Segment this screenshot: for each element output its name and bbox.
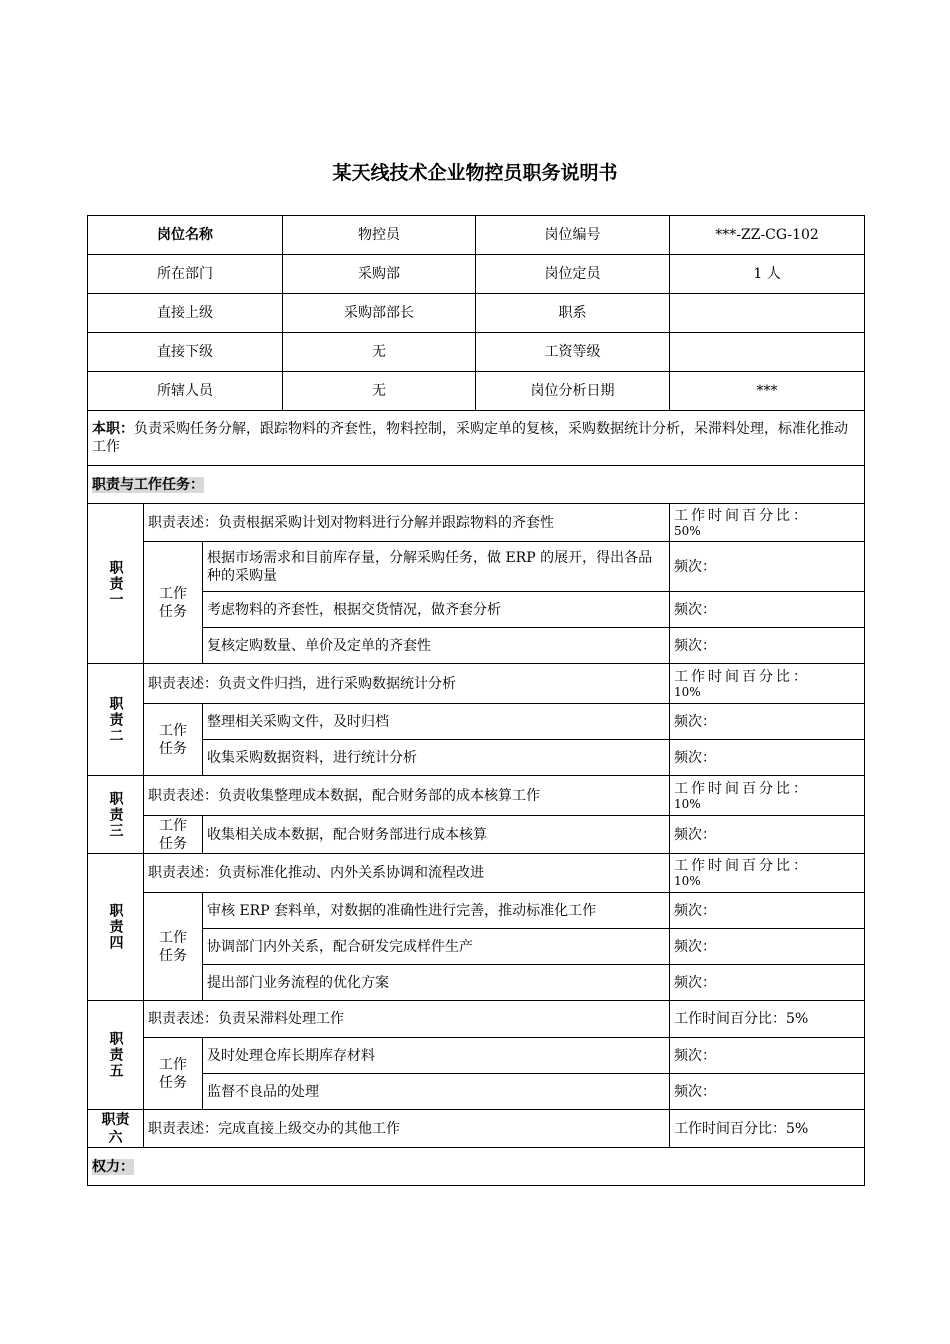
- duty-3-desc: 职责表述：负责收集整理成本数据，配合财务部的成本核算工作: [144, 776, 670, 816]
- duty-5-desc: 职责表述：负责呆滞料处理工作: [144, 1001, 670, 1038]
- label-salary-grade: 工资等级: [476, 333, 670, 372]
- label-direct-superior: 直接上级: [88, 294, 283, 333]
- label-direct-subordinate: 直接下级: [88, 333, 283, 372]
- job-description-table: [87, 215, 865, 1186]
- duty-1-name: 职责一: [88, 504, 144, 664]
- label-headcount: 岗位定员: [476, 255, 670, 294]
- value-salary-grade: [670, 333, 865, 372]
- duty-3-name: 职责三: [88, 776, 144, 854]
- label-job-series: 职系: [476, 294, 670, 333]
- core-duty-text: 负责采购任务分解，跟踪物料的齐套性，物料控制，采购定单的复核，采购数据统计分析，呆滞料处理，标准化推动工作: [92, 421, 848, 455]
- duty-3-task-label: 工作任务: [144, 816, 203, 854]
- duty-2-task-1-freq: 频次：: [670, 704, 865, 740]
- duty-5-task-2: 监督不良品的处理: [203, 1074, 670, 1110]
- page-title: 某天线技术企业物控员职务说明书: [332, 162, 618, 184]
- duty-2-desc: 职责表述：负责文件归挡，进行采购数据统计分析: [144, 664, 670, 704]
- power-label: 权力：: [92, 1158, 134, 1175]
- duty-4-task-label: 工作任务: [144, 893, 203, 1001]
- section-title: 职责与工作任务：: [92, 476, 204, 493]
- value-staff: 无: [283, 372, 476, 411]
- duty-1-task-2-freq: 频次：: [670, 592, 865, 628]
- duty-5-task-1: 及时处理仓库长期库存材料: [203, 1038, 670, 1074]
- value-headcount: 1 人: [670, 255, 865, 294]
- duty-1-task-1: 根据市场需求和目前库存量，分解采购任务，做 ERP 的展开，得出各品种的采购量: [203, 542, 670, 592]
- duty-4-task-1-freq: 频次：: [670, 893, 865, 929]
- value-direct-superior: 采购部部长: [283, 294, 476, 333]
- core-duty-label: 本职：: [92, 421, 134, 437]
- value-department: 采购部: [283, 255, 476, 294]
- duty-5-task-label: 工作任务: [144, 1038, 203, 1110]
- duty-2-task-1: 整理相关采购文件，及时归档: [203, 704, 670, 740]
- duty-3-task-1-freq: 频次：: [670, 816, 865, 854]
- duty-2-task-label: 工作任务: [144, 704, 203, 776]
- duty-1-desc: 职责表述：负责根据采购计划对物料进行分解并跟踪物料的齐套性: [144, 504, 670, 542]
- label-position-name: 岗位名称: [88, 216, 283, 255]
- label-department: 所在部门: [88, 255, 283, 294]
- duty-2-name: 职责二: [88, 664, 144, 776]
- label-position-code: 岗位编号: [476, 216, 670, 255]
- label-analysis-date: 岗位分析日期: [476, 372, 670, 411]
- value-analysis-date: ***: [670, 372, 865, 411]
- power-row: [88, 1148, 865, 1186]
- duty-1-task-2: 考虑物料的齐套性，根据交货情况，做齐套分析: [203, 592, 670, 628]
- duty-4-task-2: 协调部门内外关系，配合研发完成样件生产: [203, 929, 670, 965]
- duty-1-pct: 工作时间百分比： 50%: [670, 504, 865, 542]
- value-position-name: 物控员: [283, 216, 476, 255]
- duty-6-name: 职责六: [88, 1110, 144, 1148]
- duty-5-task-2-freq: 频次：: [670, 1074, 865, 1110]
- value-position-code: ***-ZZ-CG-102: [670, 216, 865, 255]
- value-direct-subordinate: 无: [283, 333, 476, 372]
- duty-4-task-3: 提出部门业务流程的优化方案: [203, 965, 670, 1001]
- duty-1-task-3: 复核定购数量、单价及定单的齐套性: [203, 628, 670, 664]
- duty-1-task-3-freq: 频次：: [670, 628, 865, 664]
- duty-4-task-3-freq: 频次：: [670, 965, 865, 1001]
- value-job-series: [670, 294, 865, 333]
- duty-4-name: 职责四: [88, 854, 144, 1001]
- duty-6-pct: 工作时间百分比：5%: [670, 1110, 865, 1148]
- duty-3-pct: 工作时间百分比： 10%: [670, 776, 865, 816]
- duty-4-task-2-freq: 频次：: [670, 929, 865, 965]
- duty-5-name: 职责五: [88, 1001, 144, 1110]
- section-duties-tasks: [88, 466, 865, 504]
- duty-3-task-1: 收集相关成本数据，配合财务部进行成本核算: [203, 816, 670, 854]
- duty-6-desc: 职责表述：完成直接上级交办的其他工作: [144, 1110, 670, 1148]
- label-staff: 所辖人员: [88, 372, 283, 411]
- duty-5-pct: 工作时间百分比：5%: [670, 1001, 865, 1038]
- duty-4-task-1: 审核 ERP 套料单，对数据的准确性进行完善，推动标准化工作: [203, 893, 670, 929]
- duty-1-task-1-freq: 频次：: [670, 542, 865, 592]
- duty-2-task-2-freq: 频次：: [670, 740, 865, 776]
- duty-2-pct: 工作时间百分比： 10%: [670, 664, 865, 704]
- duty-4-pct: 工作时间百分比： 10%: [670, 854, 865, 893]
- core-duty: [88, 411, 865, 466]
- duty-2-task-2: 收集采购数据资料，进行统计分析: [203, 740, 670, 776]
- duty-4-desc: 职责表述：负责标准化推动、内外关系协调和流程改进: [144, 854, 670, 893]
- duty-1-task-label: 工作任务: [144, 542, 203, 664]
- duty-5-task-1-freq: 频次：: [670, 1038, 865, 1074]
